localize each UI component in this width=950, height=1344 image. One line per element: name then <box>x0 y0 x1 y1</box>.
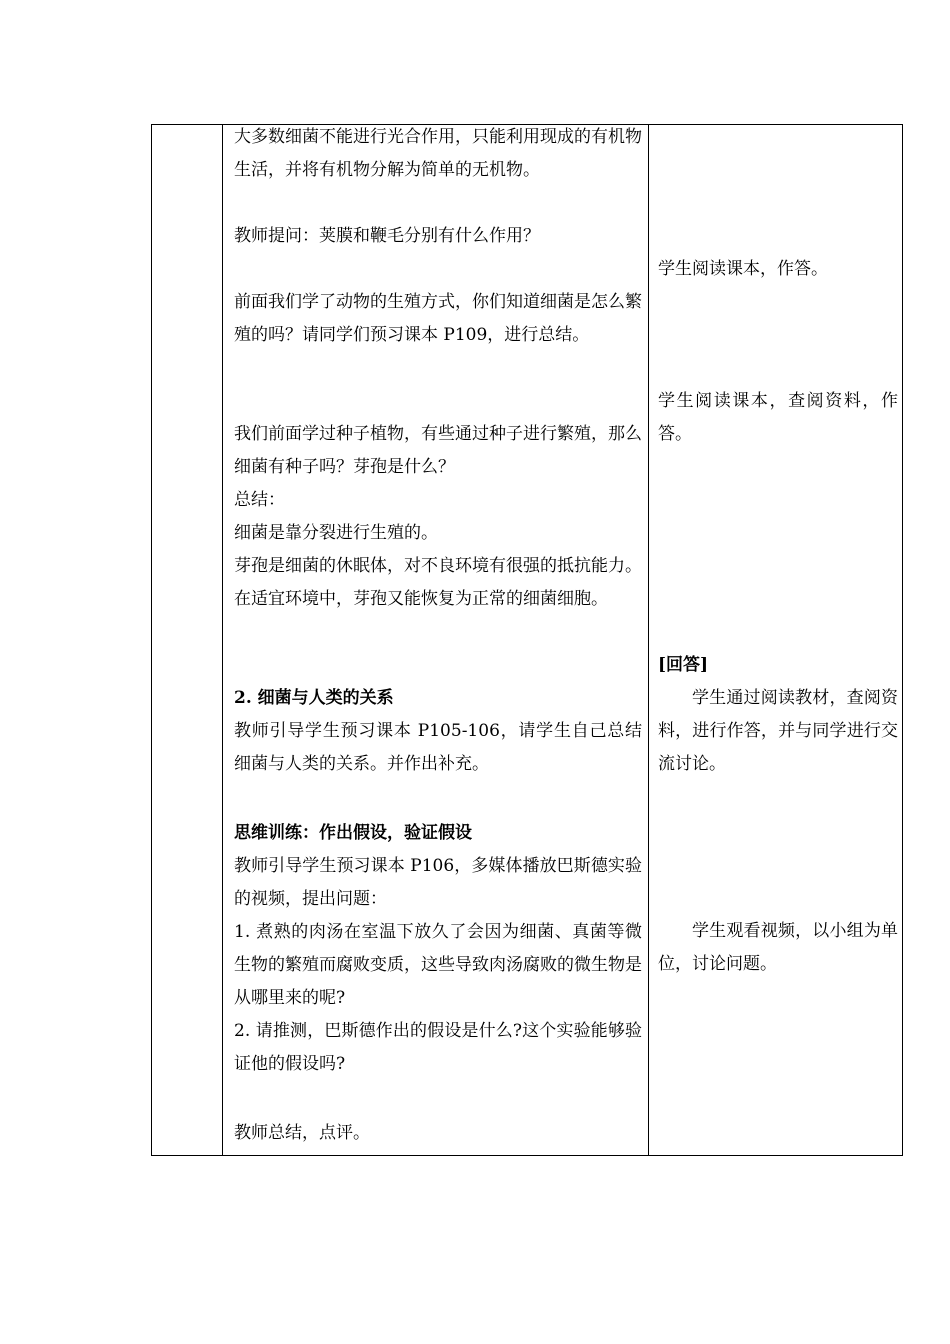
paragraph-seeds-spores: 我们前面学过种子植物，有些通过种子进行繁殖，那么细菌有种子吗？芽孢是什么？ <box>234 424 642 477</box>
thinking-training-body: 教师引导学生预习课本 P106，多媒体播放巴斯德实验的视频，提出问题： <box>234 856 642 909</box>
answer-label: [回答] <box>658 655 709 675</box>
thinking-training-title: 思维训练：作出假设，验证假设 <box>234 823 472 843</box>
question-1: 1. 煮熟的肉汤在室温下放久了会因为细菌、真菌等微生物的繁殖而腐败变质，这些导致肉汤腐败的微生物是从哪里来的呢? <box>234 922 642 1008</box>
section-2-body: 教师引导学生预习课本 P105-106，请学生自己总结细菌与人类的关系。并作出补充。 <box>234 721 642 774</box>
column-divider-1 <box>222 125 223 1155</box>
question-2: 2. 请推测，巴斯德作出的假设是什么?这个实验能够验证他的假设吗? <box>234 1021 642 1074</box>
summary-item-1: 细菌是靠分裂进行生殖的。 <box>234 523 438 543</box>
lesson-plan-table <box>151 124 903 1156</box>
section-2-title: 2. 细菌与人类的关系 <box>234 688 394 708</box>
student-activity-1: 学生阅读课本，作答。 <box>658 259 828 279</box>
student-activity-4: 学生观看视频，以小组为单位，讨论问题。 <box>658 921 898 974</box>
column-divider-2 <box>648 125 649 1155</box>
summary-item-2: 芽孢是细菌的休眠体，对不良环境有很强的抵抗能力。在适宜环境中，芽孢又能恢复为正常的细菌细胞。 <box>234 556 642 609</box>
paragraph-reproduction: 前面我们学了动物的生殖方式，你们知道细菌是怎么繁殖的吗？请同学们预习课本 P109，进行总结。 <box>234 292 642 345</box>
student-activity-2: 学生阅读课本，查阅资料，作答。 <box>658 391 898 444</box>
summary-label: 总结： <box>234 490 285 510</box>
student-activity-3: 学生通过阅读教材，查阅资料，进行作答，并与同学进行交流讨论。 <box>658 688 898 774</box>
teacher-closing: 教师总结，点评。 <box>234 1123 370 1143</box>
paragraph-photosynthesis: 大多数细菌不能进行光合作用，只能利用现成的有机物生活，并将有机物分解为简单的无机物。 <box>234 127 642 180</box>
paragraph-teacher-question: 教师提问：荚膜和鞭毛分别有什么作用？ <box>234 226 540 246</box>
